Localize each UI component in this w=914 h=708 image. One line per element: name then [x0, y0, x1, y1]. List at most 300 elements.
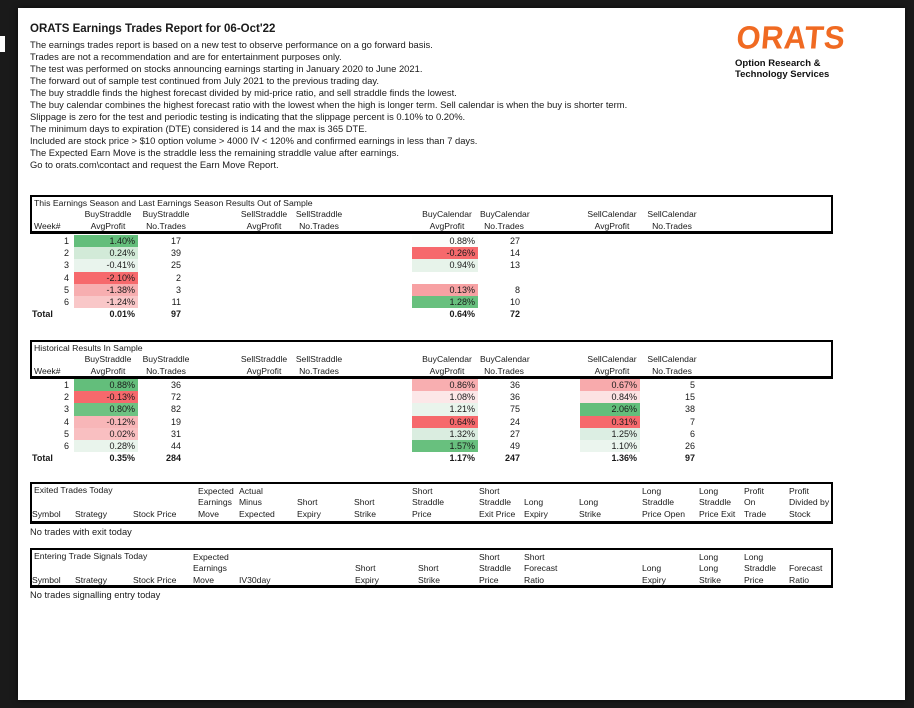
column-metric-header: No.Trades — [652, 365, 692, 376]
cell — [236, 247, 288, 259]
cell — [190, 416, 236, 428]
intro-line: The minimum days to expiration (DTE) considered is 14 and the max is 365 DTE. — [30, 123, 368, 135]
week-number: 1 — [63, 380, 69, 390]
intro-line: Slippage is zero for the test and periodic testing is indicating that the slippage percent is 0.10% to 0.20%. — [30, 111, 466, 123]
column-metric-header: No.Trades — [484, 365, 524, 376]
column-header: Short Straddle Price — [479, 552, 512, 585]
entering-signals-columns — [32, 550, 831, 585]
avg-profit-cell: 0.13% — [412, 284, 478, 296]
cell — [236, 296, 288, 308]
cell — [700, 284, 833, 296]
num-trades-cell: 15 — [684, 392, 695, 403]
cell — [700, 428, 833, 440]
cell — [190, 247, 236, 259]
cell — [526, 428, 580, 440]
cell — [640, 259, 700, 271]
num-trades-cell: 7 — [689, 416, 695, 427]
cell — [580, 272, 640, 284]
cell — [190, 440, 236, 452]
avg-profit-cell: 1.36% — [611, 453, 637, 464]
week-number: 6 — [63, 440, 69, 451]
num-trades-cell: 5 — [689, 380, 695, 390]
cell — [190, 403, 236, 415]
cell — [346, 428, 412, 440]
cell — [288, 391, 346, 403]
cell — [190, 296, 236, 308]
week-number: 3 — [63, 404, 69, 415]
column-metric-header: No.Trades — [484, 220, 524, 231]
column-header: Short Straddle Price — [412, 486, 445, 519]
column-group-header: SellCalendar — [587, 209, 637, 219]
cell — [526, 416, 580, 428]
exited-trades-box — [30, 482, 833, 524]
cell — [236, 259, 288, 271]
column-header: Strategy — [75, 574, 108, 585]
num-trades-cell: 13 — [509, 260, 520, 271]
num-trades-cell: 24 — [509, 416, 520, 427]
column-header: Long Strike — [579, 497, 601, 519]
avg-profit-cell: 0.35% — [109, 453, 135, 464]
column-header: Long Long Strike — [699, 552, 721, 585]
header-row-metric — [32, 221, 831, 233]
cell — [640, 284, 700, 296]
column-metric-header — [528, 221, 582, 233]
column-header: Long Straddle Price Open — [642, 486, 685, 519]
column-metric-header: AvgProfit — [246, 365, 282, 376]
cell — [190, 284, 236, 296]
table-row — [30, 416, 833, 428]
cell — [346, 391, 412, 403]
column-group-header: SellCalendar — [647, 354, 697, 364]
week-number: 4 — [63, 272, 69, 283]
week-number: 6 — [63, 296, 69, 307]
column-header: Strategy — [75, 508, 108, 519]
cell — [346, 416, 412, 428]
num-trades-cell: 31 — [170, 428, 181, 439]
cell — [236, 272, 288, 284]
column-group-header — [528, 209, 582, 221]
column-group-header — [32, 354, 76, 366]
intro-line: The earnings trades report is based on a new test to observe performance on a go forward basis. — [30, 39, 433, 50]
column-group-header: SellCalendar — [587, 354, 637, 364]
table-row — [30, 296, 833, 308]
avg-profit-cell: 2.06% — [580, 403, 640, 415]
column-group-header: SellStraddle — [295, 354, 343, 364]
column-header: Short Expiry — [355, 563, 379, 585]
in-sample-header-box — [30, 340, 833, 379]
cell — [346, 379, 412, 391]
cell — [580, 247, 640, 259]
in-sample-title: Historical Results In Sample — [34, 343, 143, 353]
cell — [412, 272, 478, 284]
num-trades-cell: 10 — [509, 296, 520, 307]
cell — [236, 452, 288, 464]
column-metric-header: AvgProfit — [429, 365, 465, 376]
cell — [190, 235, 236, 247]
cell — [236, 308, 288, 320]
cell — [478, 272, 526, 284]
cell — [236, 235, 288, 247]
cell — [288, 452, 346, 464]
intro-line: Trades are not a recommendation and are for entertainment purposes only. — [30, 51, 342, 63]
cell — [288, 379, 346, 391]
column-group-header: SellStraddle — [295, 209, 343, 219]
num-trades-cell: 284 — [165, 453, 181, 464]
report-title: ORATS Earnings Trades Report for 06-Oct'22 — [30, 23, 276, 35]
num-trades-cell: 97 — [684, 453, 695, 464]
logo-subtitle — [735, 58, 855, 80]
table-row — [30, 403, 833, 415]
column-group-header — [528, 354, 582, 366]
cell — [526, 440, 580, 452]
cell — [580, 308, 640, 320]
column-group-header: BuyStraddle — [142, 354, 190, 364]
exited-trades-columns — [32, 484, 831, 521]
num-trades-cell: 72 — [170, 392, 181, 403]
table-row — [30, 391, 833, 403]
cell — [236, 440, 288, 452]
cell — [700, 235, 833, 247]
num-trades-cell: 19 — [170, 416, 181, 427]
column-group-header — [192, 354, 238, 366]
num-trades-cell: 36 — [509, 380, 520, 390]
cell — [236, 379, 288, 391]
num-trades-cell: 72 — [509, 309, 520, 320]
cell — [346, 440, 412, 452]
column-header: Expected Earnings Move — [193, 552, 229, 585]
num-trades-cell: 49 — [509, 440, 520, 451]
total-label: Total — [32, 453, 53, 464]
column-metric-header: AvgProfit — [594, 220, 630, 231]
cell — [190, 452, 236, 464]
cell — [700, 403, 833, 415]
num-trades-cell: 44 — [170, 440, 181, 451]
column-metric-header: AvgProfit — [246, 220, 282, 231]
avg-profit-cell: 1.08% — [412, 391, 478, 403]
cell — [526, 379, 580, 391]
column-header: Short Straddle Exit Price — [479, 486, 516, 519]
cell — [700, 247, 833, 259]
avg-profit-cell: 0.80% — [74, 403, 138, 415]
cell — [580, 296, 640, 308]
num-trades-cell: 2 — [175, 272, 181, 283]
cell — [700, 296, 833, 308]
week-number: 5 — [63, 284, 69, 295]
column-group-header: BuyStraddle — [142, 209, 190, 219]
column-header: Long Expiry — [524, 497, 548, 519]
column-metric-header: AvgProfit — [594, 365, 630, 376]
column-metric-header: AvgProfit — [429, 220, 465, 231]
avg-profit-cell: 1.21% — [412, 403, 478, 415]
column-group-header — [192, 209, 238, 221]
intro-line: The buy straddle finds the highest forecast divided by mid-price ratio, and sell straddle finds the lowest. — [30, 87, 457, 99]
avg-profit-cell: -1.38% — [74, 284, 138, 296]
column-header: Symbol — [32, 508, 61, 519]
column-metric-header: No.Trades — [146, 365, 186, 376]
column-metric-header: AvgProfit — [90, 220, 126, 231]
cell — [236, 428, 288, 440]
num-trades-cell: 38 — [684, 404, 695, 415]
column-header: Long Expiry — [642, 563, 666, 585]
in-sample-rows — [30, 379, 833, 464]
num-trades-cell: 27 — [509, 428, 520, 439]
table-row — [30, 379, 833, 391]
column-metric-header — [348, 221, 414, 233]
num-trades-cell: 17 — [170, 236, 181, 246]
avg-profit-cell: 1.17% — [449, 453, 475, 464]
column-metric-header: AvgProfit — [90, 365, 126, 376]
avg-profit-cell: 1.57% — [412, 440, 478, 452]
num-trades-cell: 75 — [509, 404, 520, 415]
cell — [346, 272, 412, 284]
cell — [526, 272, 580, 284]
week-column-header: Week# — [34, 220, 61, 231]
avg-profit-cell: -1.24% — [74, 296, 138, 308]
exited-trades-title: Exited Trades Today — [34, 485, 113, 495]
avg-profit-cell: 0.88% — [412, 235, 478, 247]
week-number: 3 — [63, 260, 69, 271]
column-group-header — [702, 209, 831, 221]
cell — [700, 452, 833, 464]
out-of-sample-title: This Earnings Season and Last Earnings Season Results Out of Sample — [34, 198, 313, 208]
column-header: Actual Minus Expected — [239, 486, 275, 519]
column-group-header: BuyCalendar — [422, 209, 472, 219]
avg-profit-cell: -0.26% — [412, 247, 478, 259]
avg-profit-cell: 0.67% — [580, 379, 640, 391]
num-trades-cell: 36 — [170, 380, 181, 390]
column-metric-header — [528, 366, 582, 378]
cell — [640, 235, 700, 247]
column-metric-header — [192, 221, 238, 233]
week-column-header: Week# — [34, 365, 61, 376]
cell — [640, 247, 700, 259]
cell — [346, 284, 412, 296]
intro-line: The Expected Earn Move is the straddle less the remaining straddle value after earnings. — [30, 147, 399, 159]
total-row — [30, 308, 833, 320]
column-group-header: SellStraddle — [240, 354, 288, 364]
column-header: Short Expiry — [297, 497, 321, 519]
table-row — [30, 247, 833, 259]
column-header: Expected Earnings Move — [198, 486, 234, 519]
column-metric-header: No.Trades — [299, 220, 339, 231]
cell — [288, 259, 346, 271]
cell — [190, 308, 236, 320]
cell — [700, 272, 833, 284]
cell — [700, 379, 833, 391]
column-header: Profit Divided by Stock — [789, 486, 830, 519]
avg-profit-cell: -0.41% — [74, 259, 138, 271]
cell — [346, 235, 412, 247]
cell — [526, 296, 580, 308]
column-metric-header: No.Trades — [299, 365, 339, 376]
column-header: Short Strike — [354, 497, 376, 519]
column-metric-header — [192, 366, 238, 378]
column-group-header: SellCalendar — [647, 209, 697, 219]
cell — [700, 416, 833, 428]
header-row-metric — [32, 366, 831, 378]
table-row — [30, 272, 833, 284]
avg-profit-cell: 0.01% — [109, 309, 135, 320]
cell — [288, 416, 346, 428]
column-group-header — [348, 209, 414, 221]
intro-line: Included are stock price > $10 option volume > 4000 IV < 120% and confirmed earnings in less than 7 days. — [30, 135, 478, 147]
column-header: Forecast Ratio — [789, 563, 823, 585]
column-group-header — [348, 354, 414, 366]
logo-subtitle-line2: Technology Services — [735, 69, 830, 80]
column-group-header — [32, 209, 76, 221]
cell — [288, 284, 346, 296]
cell — [700, 440, 833, 452]
cell — [640, 272, 700, 284]
table-row — [30, 259, 833, 271]
week-number: 5 — [63, 428, 69, 439]
column-header: Long Straddle Price — [744, 552, 777, 585]
cell — [346, 403, 412, 415]
cell — [190, 428, 236, 440]
column-header: Short Strike — [418, 563, 440, 585]
column-header: Stock Price — [133, 574, 177, 585]
avg-profit-cell: 1.10% — [580, 440, 640, 452]
num-trades-cell: 247 — [504, 453, 520, 464]
cell — [288, 296, 346, 308]
table-row — [30, 284, 833, 296]
cell — [236, 391, 288, 403]
column-metric-header — [348, 366, 414, 378]
cell — [526, 235, 580, 247]
intro-line: Go to orats.com\contact and request the Earn Move Report. — [30, 159, 279, 171]
cell — [288, 308, 346, 320]
avg-profit-cell: 1.28% — [412, 296, 478, 308]
column-header: Long Straddle Price Exit — [699, 486, 736, 519]
logo-brand-text: ORATS — [735, 19, 847, 56]
avg-profit-cell: 0.64% — [412, 416, 478, 428]
avg-profit-cell: 0.24% — [74, 247, 138, 259]
avg-profit-cell: 0.88% — [74, 379, 138, 391]
column-metric-header — [702, 366, 831, 378]
cell — [700, 308, 833, 320]
cell — [190, 272, 236, 284]
cell — [236, 284, 288, 296]
cell — [190, 391, 236, 403]
table-row — [30, 428, 833, 440]
exited-empty-message: No trades with exit today — [30, 527, 132, 537]
report-page — [18, 8, 905, 700]
avg-profit-cell: 1.40% — [74, 235, 138, 247]
column-metric-header: No.Trades — [146, 220, 186, 231]
column-group-header: BuyStraddle — [84, 209, 132, 219]
avg-profit-cell: 0.31% — [580, 416, 640, 428]
num-trades-cell: 3 — [175, 284, 181, 295]
intro-block — [30, 39, 627, 172]
week-number: 2 — [63, 248, 69, 259]
column-group-header: BuyStraddle — [84, 354, 132, 364]
column-group-header: SellStraddle — [240, 209, 288, 219]
out-of-sample-rows — [30, 235, 833, 320]
cell — [526, 308, 580, 320]
avg-profit-cell: 0.84% — [580, 391, 640, 403]
column-header: Short Forecast Ratio — [524, 552, 558, 585]
num-trades-cell: 8 — [514, 284, 520, 295]
cell — [288, 272, 346, 284]
num-trades-cell: 39 — [170, 248, 181, 259]
num-trades-cell: 82 — [170, 404, 181, 415]
num-trades-cell: 27 — [509, 236, 520, 246]
cell — [526, 391, 580, 403]
avg-profit-cell: -0.13% — [74, 391, 138, 403]
cell — [288, 247, 346, 259]
num-trades-cell: 11 — [171, 296, 181, 307]
cell — [190, 259, 236, 271]
cell — [236, 403, 288, 415]
cell — [346, 308, 412, 320]
intro-line: The forward out of sample test continued from July 2021 to the previous trading day. — [30, 75, 379, 87]
cell — [526, 403, 580, 415]
total-row — [30, 452, 833, 464]
screen-edge-artifact — [0, 36, 5, 52]
cell — [526, 284, 580, 296]
cell — [288, 428, 346, 440]
cell — [346, 296, 412, 308]
column-group-header: BuyCalendar — [480, 354, 530, 364]
header-row-group — [32, 209, 831, 221]
cell — [288, 440, 346, 452]
column-metric-header — [702, 221, 831, 233]
avg-profit-cell: -0.12% — [74, 416, 138, 428]
avg-profit-cell: 0.94% — [412, 259, 478, 271]
column-header: Stock Price — [133, 508, 177, 519]
cell — [640, 296, 700, 308]
avg-profit-cell: 0.02% — [74, 428, 138, 440]
column-header: Symbol — [32, 574, 61, 585]
avg-profit-cell: 1.25% — [580, 428, 640, 440]
num-trades-cell: 97 — [170, 309, 181, 320]
logo-subtitle-line1: Option Research & — [735, 58, 821, 69]
avg-profit-cell: 1.32% — [412, 428, 478, 440]
num-trades-cell: 25 — [170, 260, 181, 271]
column-group-header: BuyCalendar — [480, 209, 530, 219]
cell — [526, 259, 580, 271]
week-number: 4 — [63, 416, 69, 427]
entering-empty-message: No trades signalling entry today — [30, 590, 161, 600]
cell — [288, 235, 346, 247]
entering-signals-box — [30, 548, 833, 588]
avg-profit-cell: 0.64% — [449, 309, 475, 320]
orats-logo — [735, 19, 855, 80]
cell — [640, 308, 700, 320]
column-group-header: BuyCalendar — [422, 354, 472, 364]
total-label: Total — [32, 309, 53, 320]
cell — [700, 259, 833, 271]
num-trades-cell: 6 — [689, 428, 695, 439]
num-trades-cell: 36 — [509, 392, 520, 403]
cell — [580, 235, 640, 247]
week-number: 2 — [63, 392, 69, 403]
cell — [700, 391, 833, 403]
cell — [346, 452, 412, 464]
cell — [526, 247, 580, 259]
cell — [236, 416, 288, 428]
num-trades-cell: 14 — [509, 248, 520, 259]
intro-line: The test was performed on stocks announcing earnings starting in January 2020 to June 2021. — [30, 63, 423, 75]
header-row-group — [32, 354, 831, 366]
entering-signals-title: Entering Trade Signals Today — [34, 551, 148, 561]
num-trades-cell: 26 — [684, 440, 695, 451]
column-metric-header: No.Trades — [652, 220, 692, 231]
column-group-header — [702, 354, 831, 366]
table-row — [30, 235, 833, 247]
cell — [346, 259, 412, 271]
column-header: Profit On Trade — [744, 486, 767, 519]
